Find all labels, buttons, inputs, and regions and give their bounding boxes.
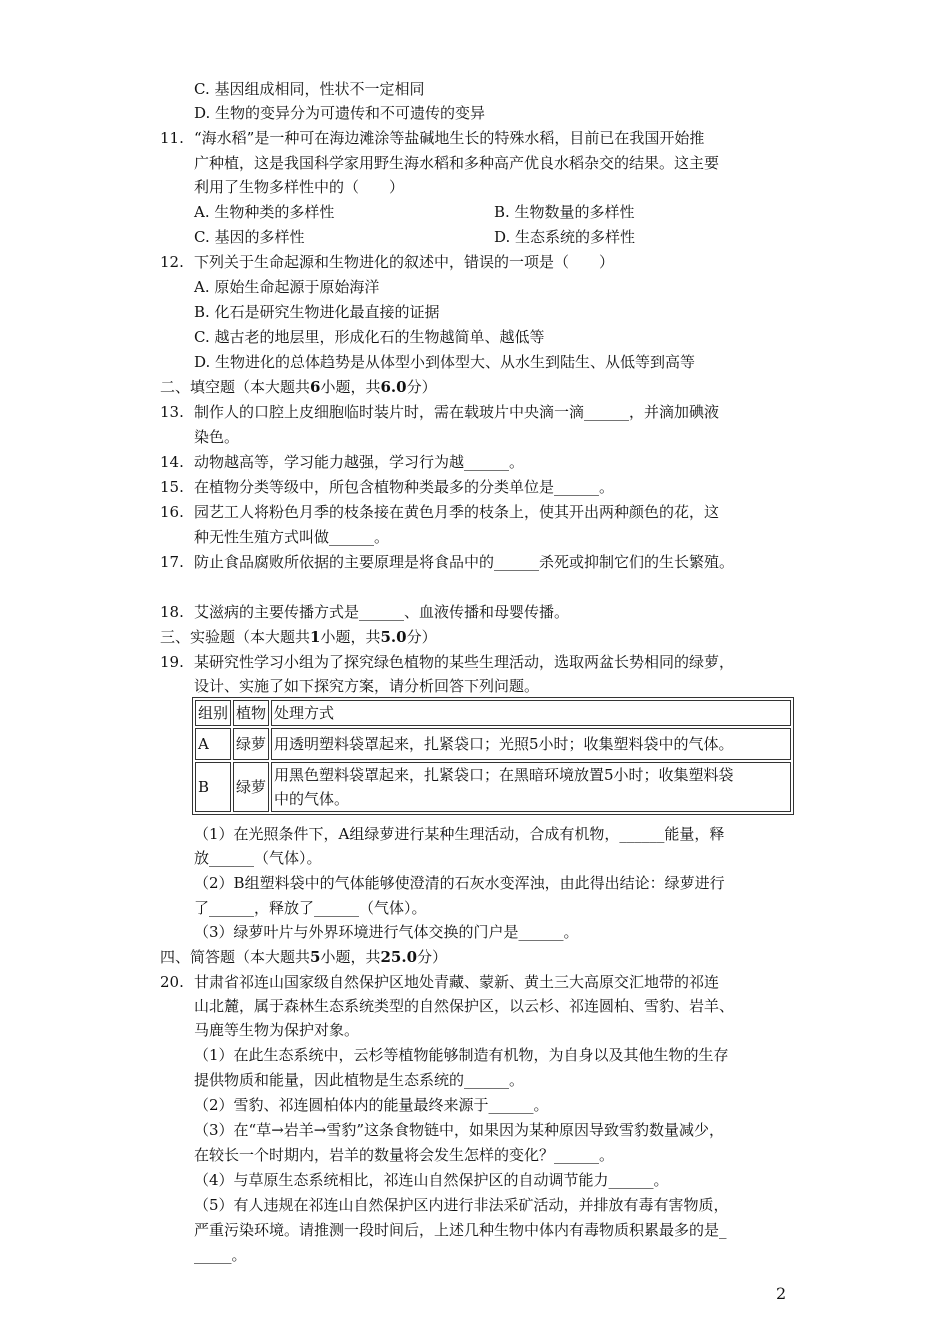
q20-part1-line2: 提供物质和能量，因此植物是生态系统的______。 [194, 1071, 525, 1089]
q19-line2: 设计、实施了如下探究方案，请分析回答下列问题。 [194, 677, 540, 695]
section-4-mid: 小题，共 [320, 948, 381, 966]
q17-number: 17. [160, 553, 184, 571]
q18-text: 艾滋病的主要传播方式是______、血液传播和母婴传播。 [194, 603, 570, 621]
q14-text: 动物越高等，学习能力越强，学习行为越______。 [194, 453, 525, 471]
table-cell-treatment: 用透明塑料袋罩起来，扎紧袋口；光照5小时；收集塑料袋中的气体。 [271, 728, 791, 760]
table-cell-group: A [195, 728, 231, 760]
experiment-table [192, 697, 794, 815]
table-cell-treatment [271, 762, 791, 812]
q20-line1: 甘肃省祁连山国家级自然保护区地处青藏、蒙新、黄土三大高原交汇地带的祁连 [194, 973, 720, 991]
q20-line2: 山北麓，属于森林生态系统类型的自然保护区，以云杉、祁连圆柏、雪豹、岩羊、 [194, 997, 735, 1015]
q16-number: 16. [160, 503, 184, 521]
section-3-mid: 小题，共 [320, 628, 381, 646]
table-header-row [195, 700, 791, 726]
q19-part2-line1: （2）B组塑料袋中的气体能够使澄清的石灰水变浑浊，由此得出结论：绿萝进行 [194, 874, 725, 892]
q19-part3: （3）绿萝叶片与外界环境进行气体交换的门户是______。 [194, 923, 579, 941]
table-cell-plant: 绿萝 [233, 762, 269, 812]
q12-option-c: C. 越古老的地层里，形成化石的生物越简单、越低等 [194, 328, 545, 346]
table-cell-treatment-line2: 中的气体。 [274, 790, 350, 808]
section-3-score: 5.0 [380, 628, 407, 646]
q17-text: 防止食品腐败所依据的主要原理是将食品中的______杀死或抑制它们的生长繁殖。 [194, 553, 735, 571]
q15-number: 15. [160, 478, 184, 496]
section-2-count: 6 [310, 378, 321, 396]
q20-part5-line2: 严重污染环境。请推测一段时间后，上述几种生物中体内有毒物质积累最多的是_ [194, 1221, 727, 1239]
q20-part3-line2: 在较长一个时期内，岩羊的数量将会发生怎样的变化？______。 [194, 1146, 615, 1164]
table-cell-treatment-line1: 用黑色塑料袋罩起来，扎紧袋口；在黑暗环境放置5小时；收集塑料袋 [274, 766, 734, 784]
q14-number: 14. [160, 453, 184, 471]
section-3-header [160, 625, 437, 649]
q20-part4: （4）与草原生态系统相比，祁连山自然保护区的自动调节能力______。 [194, 1171, 669, 1189]
q10-option-c: C. 基因组成相同，性状不一定相同 [194, 80, 425, 98]
page-number: 2 [776, 1284, 787, 1303]
q13-line1: 制作人的口腔上皮细胞临时装片时，需在载玻片中央滴一滴______，并滴加碘液 [194, 403, 720, 421]
section-3-prefix: 三、实验题（本大题共 [160, 628, 311, 646]
table-cell-plant: 绿萝 [233, 728, 269, 760]
table-cell-group: B [195, 762, 231, 812]
q12-option-d: D. 生物进化的总体趋势是从体型小到体型大、从水生到陆生、从低等到高等 [194, 353, 696, 371]
q20-part3-line1: （3）在“草→岩羊→雪豹”这条食物链中，如果因为某种原因导致雪豹数量减少， [194, 1121, 725, 1139]
q20-number: 20. [160, 973, 184, 991]
q11-option-d: D. 生态系统的多样性 [494, 228, 636, 246]
q18-number: 18. [160, 603, 184, 621]
table-header-plant: 植物 [233, 700, 269, 726]
q11-option-a: A. 生物种类的多样性 [194, 203, 335, 221]
q16-line2: 种无性生殖方式叫做______。 [194, 528, 390, 546]
section-2-score: 6.0 [380, 378, 407, 396]
q20-line3: 马鹿等生物为保护对象。 [194, 1021, 360, 1039]
q11-stem-line3: 利用了生物多样性中的（ ） [194, 178, 405, 196]
q12-number: 12. [160, 253, 184, 271]
section-4-count: 5 [310, 948, 321, 966]
q19-part1-line1: （1）在光照条件下，A组绿萝进行某种生理活动，合成有机物，______能量，释 [194, 825, 725, 843]
q20-part2: （2）雪豹、祁连圆柏体内的能量最终来源于______。 [194, 1096, 549, 1114]
q12-stem: 下列关于生命起源和生物进化的叙述中，错误的一项是（ ） [194, 253, 615, 271]
q20-part5-line1: （5）有人违规在祁连山自然保护区内进行非法采矿活动，并排放有毒有害物质， [194, 1196, 729, 1214]
q19-line1: 某研究性学习小组为了探究绿色植物的某些生理活动，选取两盆长势相同的绿萝， [194, 653, 735, 671]
q15-text: 在植物分类等级中，所包含植物种类最多的分类单位是______。 [194, 478, 615, 496]
q11-number: 11. [160, 129, 184, 147]
section-4-suffix: 分） [417, 948, 448, 966]
q19-number: 19. [160, 653, 184, 671]
section-2-mid: 小题，共 [320, 378, 381, 396]
q11-option-b: B. 生物数量的多样性 [494, 203, 635, 221]
q20-part1-line1: （1）在此生态系统中，云杉等植物能够制造有机物，为自身以及其他生物的生存 [194, 1046, 729, 1064]
section-2-header [160, 375, 437, 399]
table-row [195, 728, 791, 760]
section-2-prefix: 二、填空题（本大题共 [160, 378, 311, 396]
section-3-suffix: 分） [406, 628, 437, 646]
section-2-suffix: 分） [406, 378, 437, 396]
table-header-treatment: 处理方式 [271, 700, 791, 726]
q19-part2-line2: 了______，释放了______（气体）。 [194, 899, 427, 917]
q20-part5-line3: _____。 [194, 1246, 247, 1264]
q13-line2: 染色。 [194, 428, 240, 446]
q16-line1: 园艺工人将粉色月季的枝条接在黄色月季的枝条上，使其开出两种颜色的花，这 [194, 503, 720, 521]
q10-option-d: D. 生物的变异分为可遗传和不可遗传的变异 [194, 104, 486, 122]
q11-stem-line2: 广种植，这是我国科学家用野生海水稻和多种高产优良水稻杂交的结果。这主要 [194, 154, 720, 172]
q13-number: 13. [160, 403, 184, 421]
table-row [195, 762, 791, 812]
q12-option-b: B. 化石是研究生物进化最直接的证据 [194, 303, 440, 321]
q19-part1-line2: 放______（气体）。 [194, 849, 322, 867]
q11-option-c: C. 基因的多样性 [194, 228, 305, 246]
section-4-score: 25.0 [380, 948, 418, 966]
table-header-group: 组别 [195, 700, 231, 726]
section-4-header [160, 945, 447, 969]
q11-stem-line1: “海水稻”是一种可在海边滩涂等盐碱地生长的特殊水稻，目前已在我国开始推 [194, 129, 705, 147]
q12-option-a: A. 原始生命起源于原始海洋 [194, 278, 380, 296]
section-4-prefix: 四、简答题（本大题共 [160, 948, 311, 966]
section-3-count: 1 [310, 628, 321, 646]
